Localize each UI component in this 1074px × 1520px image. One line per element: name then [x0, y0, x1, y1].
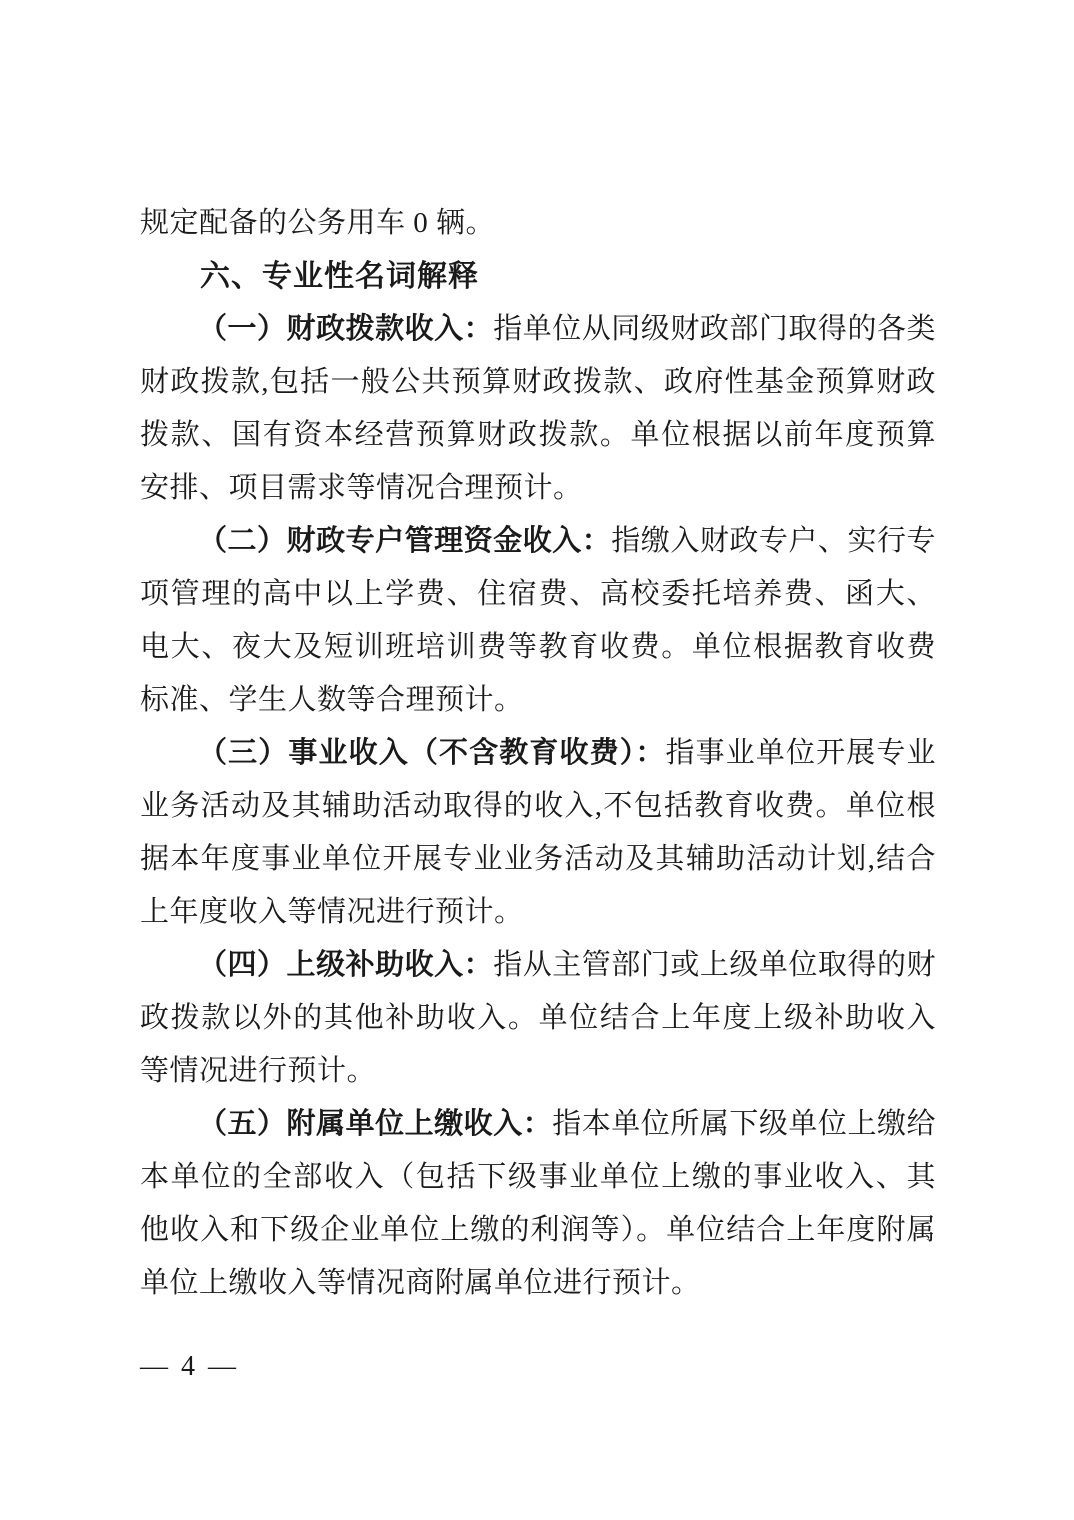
term-paragraph-subordinate-remittance-income — [140, 1098, 936, 1310]
term-label: （一）财政拨款收入： — [198, 313, 494, 345]
term-definition: 指事业单位开展专业业务活动及其辅助活动取得的收入,不包括教育收费。单位根据本年度事业单位开展专业业务活动及其辅助活动计划,结合上年度收入等情况进行预计。 — [140, 737, 936, 928]
term-label: （四）上级补助收入： — [198, 949, 494, 981]
term-definition: 指从主管部门或上级单位取得的财政拨款以外的其他补助收入。单位结合上年度上级补助收入等情况进行预计。 — [140, 949, 936, 1087]
term-label: （二）财政专户管理资金收入： — [198, 525, 612, 557]
term-label: （五）附属单位上缴收入： — [198, 1108, 553, 1140]
term-paragraph-special-account-funds — [140, 515, 936, 727]
term-paragraph-fiscal-appropriation — [140, 303, 936, 515]
term-label: （三）事业收入（不含教育收费）： — [198, 737, 666, 769]
page-number: — 4 — — [140, 1351, 239, 1382]
term-paragraph-operational-income — [140, 727, 936, 939]
continuation-line: 规定配备的公务用车 0 辆。 — [140, 207, 496, 239]
term-definition: 指本单位所属下级单位上缴给本单位的全部收入（包括下级事业单位上缴的事业收入、其他收入和下级企业单位上缴的利润等）。单位结合上年度附属单位上缴收入等情况商附属单位进行预计。 — [140, 1108, 936, 1299]
section-heading: 六、专业性名词解释 — [200, 260, 479, 293]
term-definition: 指缴入财政专户、实行专项管理的高中以上学费、住宿费、高校委托培养费、函大、电大、夜大及短训班培训费等教育收费。单位根据教育收费标准、学生人数等合理预计。 — [140, 525, 936, 716]
term-definition: 指单位从同级财政部门取得的各类财政拨款,包括一般公共预算财政拨款、政府性基金预算财政拨款、国有资本经营预算财政拨款。单位根据以前年度预算安排、项目需求等情况合理预计。 — [140, 313, 936, 504]
term-paragraph-superior-subsidy-income — [140, 939, 936, 1098]
document-text-block — [140, 197, 936, 1310]
